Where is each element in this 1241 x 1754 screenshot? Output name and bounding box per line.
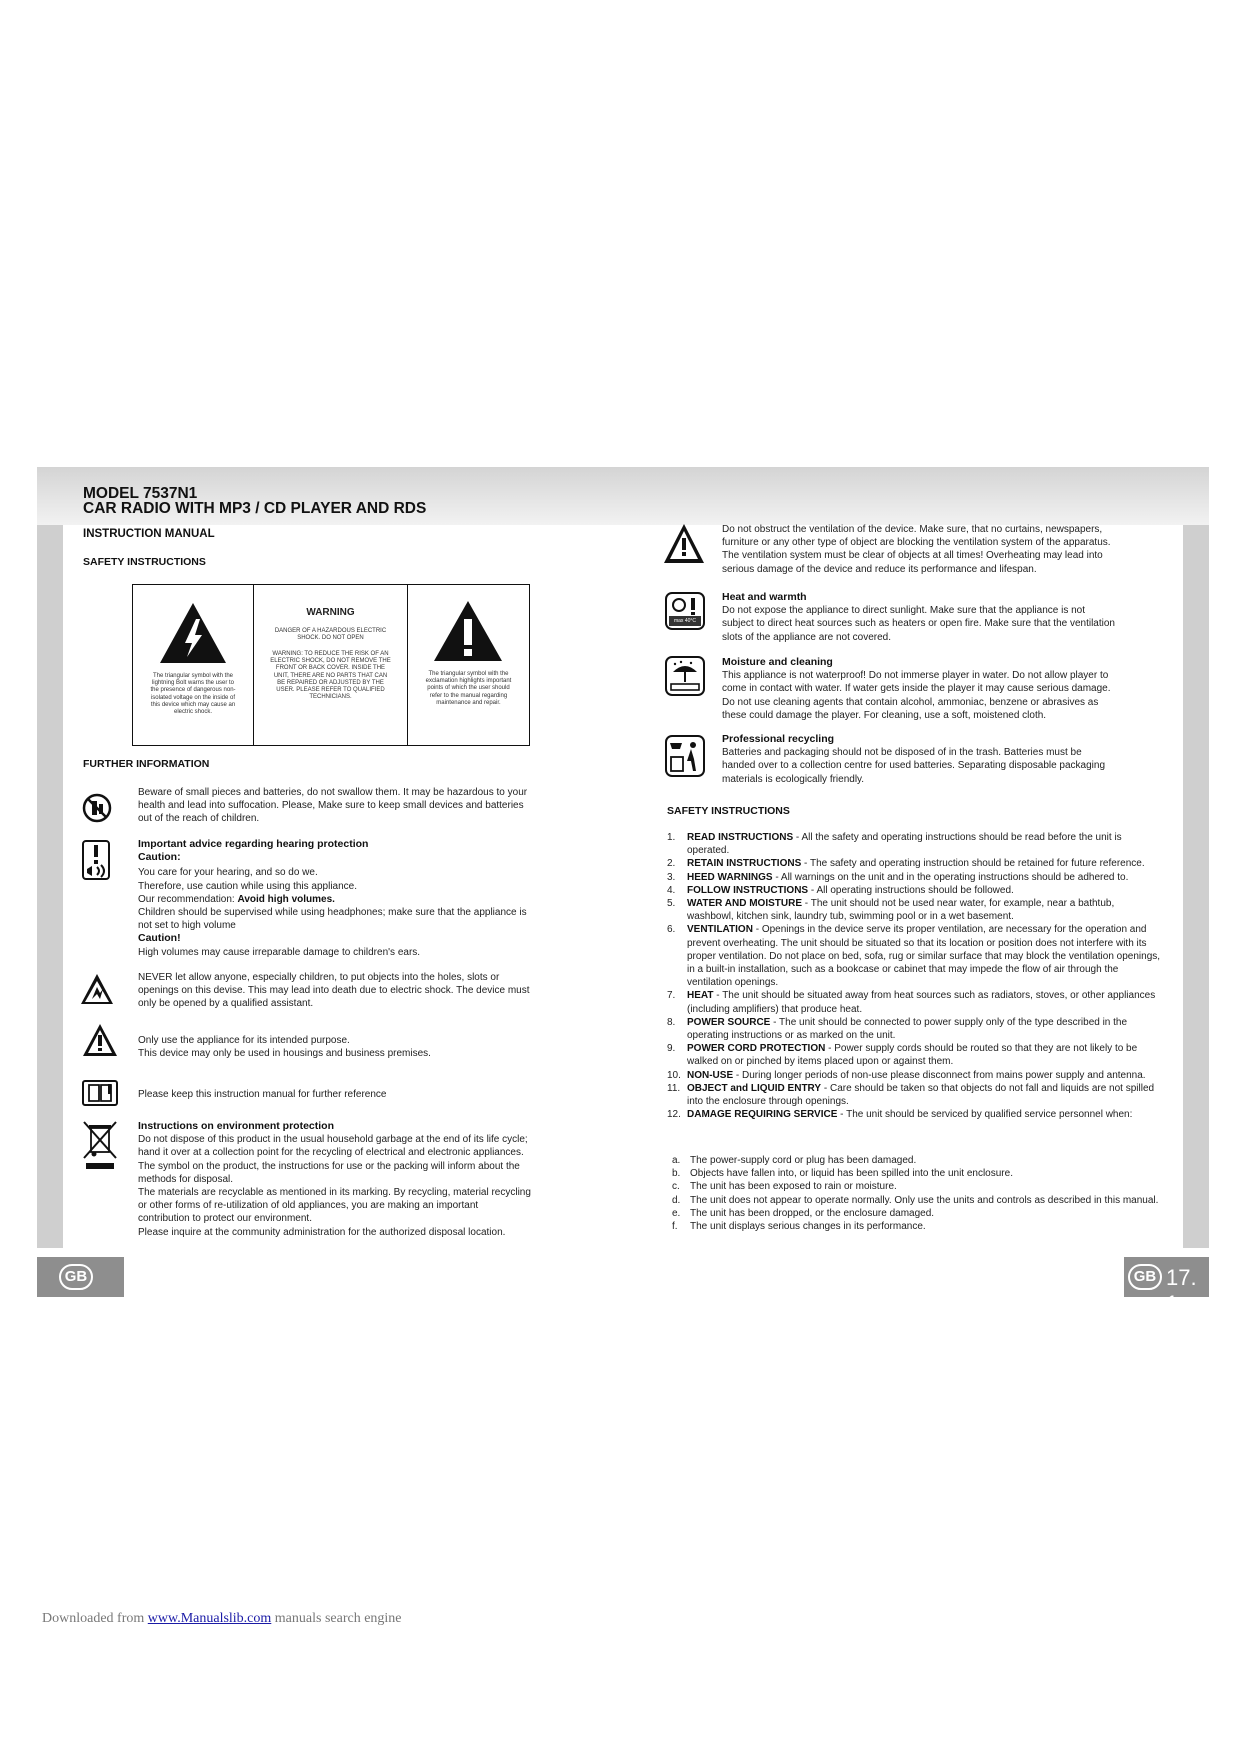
ventilation-line: Do not obstruct the ventilation of the device. Make sure, that no curtains, newspapers, xyxy=(722,524,1103,535)
item-text: - Care should be taken so that objects do not fall and liquids are not spilled into the enclosure through openings. xyxy=(687,1082,1155,1108)
exclamation-explanation: The triangular symbol with the exclamation highlights important points of which the user should refer to the manual regarding maintenance and repair. xyxy=(425,671,512,706)
manualslib-link[interactable]: www.Manualslib.com xyxy=(147,1611,272,1626)
item-number: 4. xyxy=(667,884,676,896)
recycling-line: Batteries and packaging should not be disposed of in the trash. Batteries must be xyxy=(722,747,1082,759)
small-pieces-line: out of the reach of children. xyxy=(138,813,260,825)
purpose-line: This device may only be used in housings and business premises. xyxy=(138,1048,431,1060)
environment-line: The symbol on the product, the instructions for use or the packing will inform about the xyxy=(138,1160,520,1172)
purpose-text xyxy=(138,1034,578,1060)
subitem-text: The unit does not appear to operate normally. Only use the units and controls as described in this manual. xyxy=(690,1194,1159,1206)
right-gb-badge: GB xyxy=(1128,1264,1162,1290)
recommendation-bold: Avoid high volumes. xyxy=(237,893,335,905)
exclamation-triangle-icon xyxy=(432,599,504,663)
warning-box-right xyxy=(407,585,529,745)
subitem-letter: e. xyxy=(672,1207,681,1219)
item-title: DAMAGE REQUIRING SERVICE xyxy=(687,1109,838,1121)
safety-item xyxy=(667,831,1162,857)
safety-item xyxy=(667,897,1162,923)
heat-line: slots of the appliance are not covered. xyxy=(722,631,891,643)
item-text: - The safety and operating instruction should be retained for future reference. xyxy=(801,858,1145,870)
moisture-line: This appliance is not waterproof! Do not immerse player in water. Do not allow player to xyxy=(722,670,1109,682)
item-number: 7. xyxy=(667,990,676,1002)
safety-item xyxy=(667,1042,1162,1068)
ventilation-line: serious damage of the device and reduce its performance and lifespan. xyxy=(722,563,1037,575)
item-text: - During longer periods of non-use please disconnect from mains power supply and antenna. xyxy=(733,1069,1146,1081)
item-text: - All the safety and operating instructions should be read before the unit is operated. xyxy=(687,832,1122,857)
never-line: NEVER let allow anyone, especially children, to put objects into the holes, slots or xyxy=(138,972,500,983)
ventilation-text xyxy=(722,523,1172,576)
recycling-title: Professional recycling xyxy=(722,733,835,745)
safety-list xyxy=(667,831,1162,1121)
heat-title: Heat and warmth xyxy=(722,591,807,603)
item-title: FOLLOW INSTRUCTIONS xyxy=(687,884,809,896)
instruction-manual-heading: INSTRUCTION MANUAL xyxy=(83,528,215,540)
item-text: - The unit should be situated away from heat sources such as radiators, stoves, or other appliances (including amplifiers) that produce heat. xyxy=(687,990,1156,1015)
model-title: MODEL 7537N1 xyxy=(83,485,198,502)
subitem-letter: d. xyxy=(672,1194,681,1206)
recycling-line: materials is ecologically friendly. xyxy=(722,773,865,785)
item-title: VENTILATION xyxy=(687,924,753,936)
environment-line: hand it over at a collection point for the recycling of electrical and electronic appliances. xyxy=(138,1147,524,1159)
warning-text: WARNING: TO REDUCE THE RISK OF AN ELECTRIC SHOCK, DO NOT REMOVE THE FRONT OR BACK COVER. INSIDE THE UNIT, THERE ARE NO PARTS THAT CAN BE REPAIRED OR ADJUSTED BY THE USER. PLEASE REFER TO QUALIFIED TECHNICIANS. xyxy=(270,651,391,701)
damage-subitem xyxy=(672,1194,1162,1207)
item-number: 10. xyxy=(667,1069,681,1081)
safety-item xyxy=(667,884,1162,897)
hearing-line: Therefore, use caution while using this appliance. xyxy=(138,880,358,892)
hearing-recommendation xyxy=(138,893,578,906)
small-pieces-text xyxy=(138,786,578,826)
hearing-children-line: Children should be supervised while using headphones; make sure that the appliance is xyxy=(138,907,527,919)
lightning-explanation: The triangular symbol with the lightning Bolt warns the user to the presence of dangerous non-isolated voltage on the inside of this device which may cause an electric shock. xyxy=(150,673,236,716)
environment-line: or other forms of re-utilization of old appliances, you are making an important xyxy=(138,1200,479,1212)
subitem-text: The unit has been dropped, or the enclosure damaged. xyxy=(690,1207,935,1219)
subitem-letter: c. xyxy=(672,1181,680,1193)
ventilation-line: The ventilation system must be clear of objects at all times! Overheating may lead into xyxy=(722,550,1103,562)
hearing-children-line: not set to high volume xyxy=(138,920,236,932)
heat-icon xyxy=(665,592,705,630)
hearing-damage: High volumes may cause irreparable damage to children's ears. xyxy=(138,946,421,958)
item-number: 6. xyxy=(667,924,676,936)
further-information-heading: FURTHER INFORMATION xyxy=(83,758,210,770)
moisture-section xyxy=(722,656,1172,722)
recycling-icon xyxy=(665,735,705,777)
item-text: - Power supply cords should be routed so that they are not likely to be walked on or pinched by items placed upon or against them. xyxy=(687,1043,1138,1068)
keep-manual-text: Please keep this instruction manual for further reference xyxy=(138,1089,387,1100)
lightning-triangle-icon xyxy=(158,601,228,665)
environment-line: Please inquire at the community administration for the authorized disposal location. xyxy=(138,1226,506,1238)
environment-section xyxy=(138,1120,588,1239)
heat-icon-label: max 40°C xyxy=(673,618,696,624)
hearing-section xyxy=(138,838,578,959)
item-text: - The unit should be connected to power supply only of the type described in the operating instructions or as marked on the unit. xyxy=(687,1016,1128,1042)
hearing-protection-icon xyxy=(82,840,110,880)
heat-line: subject to direct heat sources such as heaters or open fire. Make sure that the ventilation xyxy=(722,618,1115,630)
left-footer-bar xyxy=(37,1257,124,1297)
safety-item xyxy=(667,989,1162,1015)
damage-subitem xyxy=(672,1220,1162,1233)
moisture-line: these could damage the player. For cleaning, use a soft, moistened cloth. xyxy=(722,709,1047,721)
left-gb-badge: GB xyxy=(59,1264,93,1290)
damage-subitem xyxy=(672,1167,1162,1180)
weee-bin-icon xyxy=(82,1120,118,1170)
download-prefix: Downloaded from xyxy=(42,1611,148,1626)
safety-item xyxy=(667,1082,1162,1108)
never-line: only be opened by a qualified assistant. xyxy=(138,998,314,1010)
environment-line: contribution to protect our environment. xyxy=(138,1213,312,1225)
item-number: 8. xyxy=(667,1016,676,1028)
item-title: OBJECT and LIQUID ENTRY xyxy=(687,1082,822,1094)
safety-instructions-heading: SAFETY INSTRUCTIONS xyxy=(83,556,206,568)
damage-sublist xyxy=(672,1154,1162,1233)
item-number: 2. xyxy=(667,858,676,870)
hearing-title: Important advice regarding hearing protection xyxy=(138,838,369,850)
manual-book-icon xyxy=(82,1080,118,1106)
item-title: HEAT xyxy=(687,990,714,1002)
safety-item xyxy=(667,1016,1162,1042)
recommendation-prefix: Our recommendation: xyxy=(138,893,238,905)
right-side-bar xyxy=(1183,525,1209,1248)
product-title: CAR RADIO WITH MP3 / CD PLAYER AND RDS xyxy=(83,500,427,517)
item-number: 3. xyxy=(667,871,676,883)
moisture-icon xyxy=(665,656,705,696)
safety-item xyxy=(667,923,1162,989)
item-title: NON-USE xyxy=(687,1069,734,1081)
damage-subitem xyxy=(672,1180,1162,1193)
heat-section xyxy=(722,591,1172,644)
download-suffix: manuals search engine xyxy=(271,1611,402,1626)
item-title: HEED WARNINGS xyxy=(687,871,773,883)
safety-item xyxy=(667,871,1162,884)
safety-item xyxy=(667,1069,1162,1082)
environment-line: Do not dispose of this product in the usual household garbage at the end of its life cycle; xyxy=(138,1134,528,1146)
item-title: POWER SOURCE xyxy=(687,1016,771,1028)
item-text: - All warnings on the unit and in the operating instructions should be adhered to. xyxy=(772,871,1129,883)
subitem-letter: a. xyxy=(672,1155,681,1166)
damage-subitem xyxy=(672,1154,1162,1167)
subitem-text: The unit has been exposed to rain or moisture. xyxy=(690,1181,897,1193)
recycling-line: handed over to a collection centre for used batteries. Separating disposable packaging xyxy=(722,760,1106,772)
item-number: 1. xyxy=(667,832,676,843)
moisture-line: Do not use cleaning agents that contain alcohol, ammoniac, benzene or abrasives as xyxy=(722,696,1099,708)
page-number: 17. 1 xyxy=(1166,1265,1197,1316)
never-line: openings on this devise. This may lead into death due to electric shock. The device must xyxy=(138,985,530,997)
warning-box-middle xyxy=(253,585,407,745)
heat-line: Do not expose the appliance to direct sunlight. Make sure that the appliance is not xyxy=(722,605,1086,617)
safety-item xyxy=(667,857,1162,870)
no-small-parts-icon xyxy=(82,790,112,826)
item-text: - The unit should be serviced by qualified service personnel when: xyxy=(837,1109,1133,1121)
caution-triangle-icon xyxy=(82,1023,118,1057)
danger-text: DANGER OF A HAZARDOUS ELECTRIC SHOCK. DO NOT OPEN xyxy=(274,628,387,642)
electric-shock-warning-icon xyxy=(80,973,114,1005)
download-footer xyxy=(42,1611,402,1627)
item-number: 11. xyxy=(667,1082,681,1094)
subitem-text: Objects have fallen into, or liquid has been spilled into the unit enclosure. xyxy=(690,1168,1013,1180)
item-title: RETAIN INSTRUCTIONS xyxy=(687,858,802,870)
item-text: - Openings in the device serve its proper ventilation, are necessary for the operation and prevent overheating. The unit should be situated so that its location or position does not interfere with its proper ventilation. Do not place on bed, sofa, rug or similar surface that may block the ventilation openings, in a built-in installation, such as a bookcase or cabinet that may impede the flow of air through the ventilation openings. xyxy=(687,924,1161,989)
subitem-letter: f. xyxy=(672,1221,678,1233)
environment-line: The materials are recyclable as mentioned in its marking. By recycling, material recycling xyxy=(138,1187,531,1199)
environment-title: Instructions on environment protection xyxy=(138,1120,335,1132)
moisture-title: Moisture and cleaning xyxy=(722,656,833,668)
ventilation-warning-icon xyxy=(663,523,705,565)
purpose-line: Only use the appliance for its intended purpose. xyxy=(138,1035,350,1046)
environment-line: methods for disposal. xyxy=(138,1173,234,1185)
right-footer-bar xyxy=(1124,1257,1209,1316)
hearing-line: You care for your hearing, and so do we. xyxy=(138,867,318,879)
warning-box-left xyxy=(133,585,253,745)
item-number: 12. xyxy=(667,1109,681,1121)
item-title: WATER AND MOISTURE xyxy=(687,898,802,910)
item-number: 5. xyxy=(667,898,676,910)
hearing-caution: Caution: xyxy=(138,851,181,864)
subitem-letter: b. xyxy=(672,1168,681,1180)
moisture-line: come in contact with water. If water gets inside the player it may cause serious damage. xyxy=(722,683,1111,695)
small-pieces-line: Beware of small pieces and batteries, do not swallow them. It may be hazardous to your xyxy=(138,787,528,798)
damage-subitem xyxy=(672,1207,1162,1220)
warning-title: WARNING xyxy=(306,607,355,618)
right-safety-heading: SAFETY INSTRUCTIONS xyxy=(667,805,790,817)
recycling-section xyxy=(722,733,1172,786)
left-side-bar xyxy=(37,525,63,1248)
subitem-text: The unit displays serious changes in its performance. xyxy=(690,1221,926,1233)
ventilation-line: furniture or any other type of object are blocking the ventilation system of the apparatus. xyxy=(722,537,1111,549)
item-title: READ INSTRUCTIONS xyxy=(687,832,794,843)
hearing-caution2: Caution! xyxy=(138,932,181,945)
never-text xyxy=(138,971,578,1011)
small-pieces-line: health and lead into suffocation. Please, Make sure to keep small devices and batteries xyxy=(138,800,524,812)
item-number: 9. xyxy=(667,1043,676,1055)
subitem-text: The power-supply cord or plug has been damaged. xyxy=(690,1155,917,1166)
item-title: POWER CORD PROTECTION xyxy=(687,1043,826,1055)
item-text: - All operating instructions should be followed. xyxy=(808,884,1014,896)
item-text: - The unit should not be used near water, for example, near a bathtub, washbowl, kitchen sink, laundry tub, swimming pool or in a wet basement. xyxy=(687,898,1115,923)
safety-item xyxy=(667,1108,1162,1121)
warning-box xyxy=(132,584,530,746)
